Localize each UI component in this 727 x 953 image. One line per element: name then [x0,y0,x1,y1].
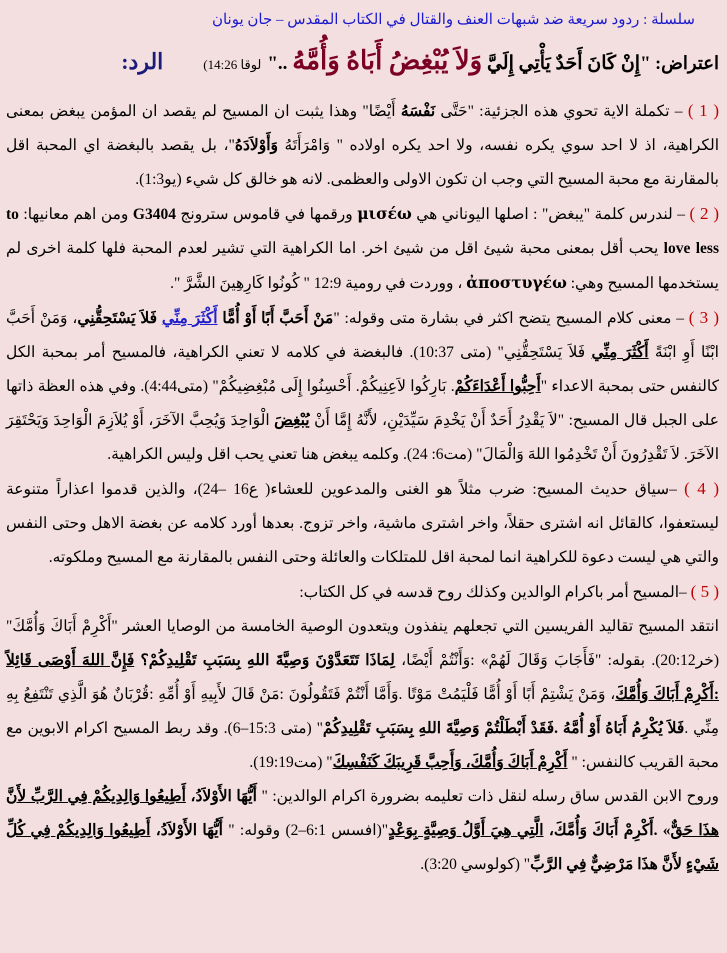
underlined-quote: أَكْرِمْ أَبَاكَ وَأُمَّكَ، وَأَحِبَّ قَرِيبَكَ كَنَفْسِكَ [332,754,568,771]
text-segment: " (مت19:19). [249,754,333,771]
bold-quote: أَيُّهَا الأَوْلاَدُ، [150,822,223,839]
text-segment: وروح الابن القدس ساق رسله لنقل ذات تعليمه بضرورة اكرام الوالدين: " [256,788,719,805]
series-header: سلسلة : ردود سريعة ضد شبهات العنف والقتال في الكتاب المقدس – جان يونان [211,12,695,28]
bold-quote: نَفْسَهُ [400,103,436,120]
objection-title [6,38,719,94]
point-number: ( 1 ) [687,101,719,120]
underlined-quote: يُبْغِضَ [274,412,310,429]
point-number: ( 4 ) [684,479,719,498]
bold-quote: أَيُّهَا الأَوْلاَدُ، [185,788,257,805]
paragraph-3 [6,301,719,472]
underlined-quote: أَكْثَرَ مِنِّي [591,344,649,361]
paragraph-2 [6,197,719,301]
paragraph-7 [6,780,719,882]
point-number: ( 3 ) [688,308,719,327]
text-segment: ورقمها في قاموس سترونج [175,206,358,223]
text-segment: – تكملة الاية تحوي هذه الجزئية: "حَتَّى [435,103,688,120]
text-segment: – لندرس كلمة "يبغض" : اصلها اليوناني هي [411,206,690,223]
bold-quote: فَلاَ يَسْتَحِقُّنِي [77,310,162,327]
paragraph-4 [6,472,719,575]
text-segment: انتقد المسيح تقاليد الفريسين التي تجعلهم ينفذون ويتعدون الوصية الخامسة من الوصايا العشر "أَكْرِمْ أَبَاكَ وَأُمَّكَ" (خر20:12). بقوله: "فَأَجَابَ وَقَالَ لَهُمْ» :وَأَنْتُمْ أَيْضًا، [6,618,719,669]
bold-quote: G3404 [132,206,176,223]
point-number: ( 2 ) [689,204,719,223]
bold-quote: مَنْ أَحَبَّ أَبًا أَوْ أُمًّا [217,310,334,327]
bold-quote: to love less [6,206,719,257]
text-segment: الْوَاحِدَ وَيُحِبَّ الآخَرَ، أَوْ يُلاَزِمَ الْوَاحِدَ وَيَحْتَقِرَ الآخَرَ. لاَ تَقْدِرُونَ أَنْ تَخْدِمُوا اللهَ وَالْمَالَ" (مت6: 24). وكلمه يبغض هنا تعني يحب اقل وليس الكراهية. [6,412,719,463]
text-segment: –سياق حديث المسيح: ضرب مثلاً هو الغنى والمدعوين للعشاء( ع16 –24)، والذين قدموا اعذاراً متنوعة ليستعفوا، كالقائل انه اشترى حقلاً، واخر اشترى ماشية، واخر تزوج. بعدها أورد كلامه عن بغضة الاهل وحتى النفس والتي هي ليست دعوة للكراهية انما لمحبة اقل للمتلكات والعائلة وحتى النفس بالمقارنة مع المسيح وملكوته. [6,481,719,566]
text-segment: " (كولوسي 3:20). [420,856,531,873]
paragraph-6 [6,610,719,780]
text-segment: ، وَمَنْ أَحَبَّ ابْنًا أَوِ ابْنَةً [6,310,719,361]
verse-quote-end: .." [267,53,293,74]
text-segment: . بَارِكُوا لاَعِنِيكُمْ. أَحْسِنُوا إِلَى مُبْغِضِيكُمْ" (متى4:44). وفي هذه العظة ذاتها على الجبل قال المسيح: "لاَ يَقْدِرُ أَحَدٌ أَنْ يَخْدِمَ سَيِّدَيْنِ، لأَنَّهُ إِمَّا أَنْ [6,378,719,429]
underlined-quote: أَطِيعُوا وَالِدِيكُمْ فِي كُلِّ شَيْءٍ [6,822,719,873]
verse-quote-start: "إِنْ كَانَ أَحَدٌ يَأْتِي إِلَيَّ [482,53,651,74]
greek-word: ἀποστυγέω [466,273,567,292]
text-segment: أَيْضًا" وهذا يثبت ان المسيح لم يقصد ان المؤمن يبغض بمعنى الكراهية، اذ لا احد سوي يكره نفسه، ولا احد يكره اولاده " وَامْرَأَتَهُ [6,103,719,154]
text-segment: " (متى 15:3–6). وقد ربط المسيح اكرام الابوين مع محبة القريب كالنفس: " [6,720,719,771]
greek-word: μισέω [357,204,412,223]
reply-heading: الرد: [121,49,164,74]
verse-quote-main: وَلاَ يُبْغِضُ أَبَاهُ وَأُمَّهُ [292,46,483,75]
bold-quote: لِمَاذَا تَتَعَدَّوْنَ وَصِيَّةَ اللهِ بِسَبَبِ تَقْلِيدِكُمْ؟ [134,652,395,669]
text-segment: يحب أقل بمعنى محبة شيئ اقل من شيئ اخر. اما الكراهية التي تشير لعدم المحبة فلها كلمة اخرى لم يستخدمها المسيح وهي: [6,240,719,292]
underlined-quote: الَّتِي هِيَ أَوَّلُ وَصِيَّةٍ بِوَعْدٍ [388,822,544,839]
text-segment: "(افسس 6:1–2) وقوله: " [222,822,389,839]
text-segment: –المسيح أمر باكرام الوالدين وكذلك روح قدسه في كل الكتاب: [299,584,691,601]
underlined-quote: أَطِيعُوا وَالِدِيكُمْ فِي الرَّبِّ لأَنَّ هذَا حَقٌّ [6,788,719,839]
paragraph-1 [6,94,719,197]
highlighted-quote: أَكْثَرَ مِنِّي [161,310,218,327]
bold-quote: وَأَوْلاَدَهُ [234,137,278,154]
text-segment: فَلاَ يَسْتَحِقُّنِي" (متى 10:37). فالبغضة في كلامه لا تعني الكراهية، فالمسيح أمر بمحبة الكل كالنفس حتى بمحبة الاعداء " [6,344,720,395]
bold-quote: فَلاَ يُكْرِمُ أَبَاهُ أَوْ أُمَّهُ .فَقَدْ أَبْطَلْتُمْ وَصِيَّةَ اللهِ بِسَبَبِ تَقْلِيدِكُمْ [322,720,685,737]
objection-label: اعتراض: [650,53,719,73]
point-number: ( 5 ) [690,582,719,601]
text-segment: "، بل يقصد بالبغضة اي المحبة اقل بالمقارنة مع محبة المسيح التي وجب ان تكون الاولى والعظمى. لانه هو خالق كل شيء (يو1:3). [6,137,719,188]
underlined-quote: أَحِبُّوا أَعْدَاءَكُمْ [454,378,541,395]
text-segment: – معنى كلام المسيح يتضح اكثر في بشارة متى وقوله: " [333,310,689,327]
verse-reference: لوقا 14:26) [203,57,262,72]
text-segment: ، ووردت في رومية 12:9 " كُونُوا كَارِهِينَ الشَّرَّ ". [170,275,467,292]
bold-quote: » .أَكْرِمْ أَبَاكَ وَأُمَّكَ، [543,822,671,839]
underlined-quote: فَإِنَّ اللهَ أَوْصَى قَائِلاً :أَكْرِمْ أَبَاكَ وَأُمَّكَ [6,652,719,703]
paragraph-5 [6,575,719,610]
text-segment: ، وَمَنْ يَشْتِمْ أَبًا أَوْ أُمًّا فَلْيَمُتْ مَوْتًا .وَأَمَّا أَنْتُمْ فَتَقُولُونَ :مَنْ قَالَ لأَبِيهِ أَوْ أُمِّهِ :قُرْبَانٌ هُوَ الَّذِي تَنْتَفِعُ بِهِ مِنِّي . [6,686,719,737]
text-segment: ومن اهم معانيها: [18,206,133,223]
bold-quote: لأَنَّ هذَا مَرْضِيٌّ فِي الرَّبِّ [530,856,686,873]
body-text [6,94,719,882]
